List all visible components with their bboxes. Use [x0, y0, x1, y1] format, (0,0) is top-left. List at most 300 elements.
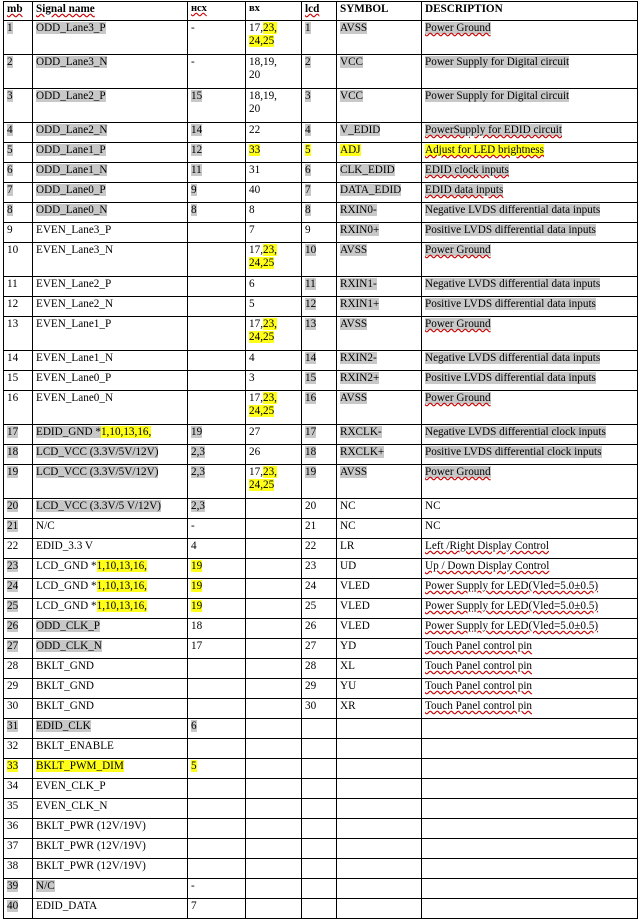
cell-symbol — [337, 425, 422, 445]
cell-text: Touch Panel control pin — [425, 680, 533, 692]
cell-text: 4 — [249, 352, 255, 364]
cell-bx — [246, 465, 302, 499]
cell-description — [422, 819, 638, 839]
cell-mb — [4, 819, 33, 839]
cell-mb — [4, 719, 33, 739]
cell-text: Positive LVDS differential data inputs — [425, 372, 596, 384]
table-row — [4, 679, 638, 699]
cell-text: 23 — [7, 560, 19, 572]
cell-lcd — [302, 277, 337, 297]
cell-text: EVEN_CLK_P — [36, 780, 106, 792]
cell-text: 29 — [7, 680, 19, 692]
cell-text: Negative LVDS differential data inputs — [425, 204, 601, 216]
cell-bx — [246, 719, 302, 739]
cell-description — [422, 143, 638, 163]
cell-hcx — [188, 425, 246, 445]
cell-symbol — [337, 371, 422, 391]
cell-text: EDID_CLK — [36, 720, 91, 732]
cell-text: 15 — [305, 372, 317, 384]
cell-text: Positive LVDS differential data inputs — [425, 298, 596, 310]
cell-description — [422, 799, 638, 819]
cell-text: EVEN_CLK_N — [36, 800, 108, 812]
cell-text: EVEN_Lane3_P — [36, 224, 112, 236]
cell-bx — [246, 659, 302, 679]
cell-signal-name — [33, 759, 188, 779]
pinout-table — [3, 1, 638, 919]
table-row — [4, 819, 638, 839]
table-body — [4, 21, 638, 919]
cell-text: 7 — [7, 184, 13, 196]
cell-text: - — [191, 520, 195, 532]
cell-text: Negative LVDS differential data inputs — [425, 278, 601, 290]
cell-mb — [4, 799, 33, 819]
cell-text: 8 — [249, 204, 255, 216]
cell-lcd — [302, 203, 337, 223]
cell-text: EVEN_Lane2_P — [36, 278, 112, 290]
cell-description — [422, 277, 638, 297]
cell-text: 37 — [7, 840, 19, 852]
cell-text: BKLT_PWM_DIM — [36, 760, 124, 772]
cell-text: 40 — [7, 900, 19, 912]
cell-hcx — [188, 519, 246, 539]
cell-text: 18 — [7, 446, 19, 458]
cell-mb — [4, 203, 33, 223]
cell-symbol — [337, 559, 422, 579]
cell-text: ADJ — [340, 144, 361, 156]
cell-text: N/C — [36, 520, 55, 532]
cell-lcd — [302, 659, 337, 679]
cell-text: 23, — [262, 466, 277, 478]
cell-signal-name — [33, 351, 188, 371]
cell-text: Left /Right Display Control — [425, 540, 549, 552]
cell-text: 8 — [305, 204, 311, 216]
table-row — [4, 465, 638, 499]
cell-mb — [4, 779, 33, 799]
cell-description — [422, 371, 638, 391]
cell-text: 26 — [249, 446, 261, 458]
cell-mb — [4, 879, 33, 899]
cell-signal-name — [33, 445, 188, 465]
cell-text: 24,25 — [249, 404, 275, 417]
cell-hcx — [188, 277, 246, 297]
cell-bx — [246, 277, 302, 297]
cell-description — [422, 559, 638, 579]
cell-text: 17, — [249, 392, 263, 404]
cell-hcx — [188, 123, 246, 143]
table-row — [4, 317, 638, 351]
cell-text: ODD_CLK_N — [36, 640, 102, 652]
cell-signal-name — [33, 639, 188, 659]
table-row — [4, 183, 638, 203]
cell-text: 11 — [305, 278, 316, 290]
cell-bx — [246, 297, 302, 317]
cell-description — [422, 539, 638, 559]
cell-text: 8 — [191, 204, 197, 216]
cell-text: EVEN_Lane0_N — [36, 392, 114, 404]
header-hcx: нсх — [188, 2, 246, 21]
cell-hcx — [188, 499, 246, 519]
cell-symbol — [337, 445, 422, 465]
cell-text: 20 — [7, 500, 19, 512]
cell-text: 23, — [262, 244, 277, 256]
cell-text: BKLT_GND — [36, 680, 95, 692]
cell-mb — [4, 223, 33, 243]
cell-signal-name — [33, 679, 188, 699]
cell-text: Touch Panel control pin — [425, 640, 533, 652]
cell-text: ODD_Lane2_N — [36, 124, 108, 136]
table-row — [4, 559, 638, 579]
cell-text: 7 — [191, 900, 197, 912]
cell-text: 11 — [191, 164, 202, 176]
cell-signal-name — [33, 559, 188, 579]
cell-text: 16 — [305, 392, 317, 404]
cell-text: LCD_GND * — [36, 560, 97, 572]
cell-lcd — [302, 143, 337, 163]
cell-signal-name — [33, 143, 188, 163]
cell-text: 38 — [7, 860, 19, 872]
cell-text: 5 — [305, 144, 311, 156]
cell-text: EVEN_Lane1_P — [36, 318, 112, 330]
cell-text: 12 — [305, 298, 317, 310]
cell-mb — [4, 243, 33, 277]
cell-hcx — [188, 579, 246, 599]
cell-text: 5 — [7, 144, 13, 156]
cell-description — [422, 839, 638, 859]
cell-text: 7 — [249, 224, 255, 236]
cell-symbol — [337, 839, 422, 859]
cell-text: 9 — [305, 224, 311, 236]
cell-text: Positive LVDS differential data inputs — [425, 224, 596, 236]
cell-text: 9 — [7, 224, 13, 236]
cell-text: 17, — [249, 244, 263, 256]
cell-symbol — [337, 277, 422, 297]
cell-text: 22 — [249, 124, 261, 136]
cell-bx — [246, 445, 302, 465]
table-row — [4, 55, 638, 89]
cell-lcd — [302, 699, 337, 719]
cell-hcx — [188, 719, 246, 739]
table-row — [4, 143, 638, 163]
cell-text: 28 — [305, 660, 317, 672]
cell-symbol — [337, 739, 422, 759]
cell-lcd — [302, 539, 337, 559]
cell-text: Touch Panel control pin — [425, 700, 533, 712]
cell-text: LCD_VCC (3.3V/5V/12V) — [36, 466, 159, 478]
table-row — [4, 425, 638, 445]
cell-text: BKLT_GND — [36, 660, 95, 672]
cell-text: 10 — [7, 244, 19, 256]
cell-mb — [4, 183, 33, 203]
cell-lcd — [302, 879, 337, 899]
cell-bx — [246, 799, 302, 819]
cell-description — [422, 297, 638, 317]
cell-symbol — [337, 183, 422, 203]
cell-text: ODD_Lane2_P — [36, 90, 106, 102]
cell-signal-name — [33, 519, 188, 539]
cell-hcx — [188, 659, 246, 679]
cell-text: 6 — [305, 164, 311, 176]
cell-symbol — [337, 163, 422, 183]
cell-text: PowerSupply for EDID circuit — [425, 124, 563, 136]
table-row — [4, 499, 638, 519]
cell-text: 25 — [305, 600, 317, 612]
cell-text: 19 — [7, 466, 19, 478]
cell-text: RXIN0+ — [340, 224, 380, 236]
cell-lcd — [302, 819, 337, 839]
cell-mb — [4, 539, 33, 559]
cell-hcx — [188, 539, 246, 559]
cell-text: 12 — [191, 144, 203, 156]
cell-text: 24,25 — [249, 478, 275, 491]
cell-text: 33 — [7, 760, 19, 772]
cell-text: 1,10,13,16, — [96, 580, 147, 592]
table-row — [4, 243, 638, 277]
cell-symbol — [337, 143, 422, 163]
cell-text: 1,10,13,16, — [96, 600, 147, 612]
cell-mb — [4, 499, 33, 519]
cell-bx — [246, 21, 302, 55]
cell-bx — [246, 371, 302, 391]
cell-text: LCD_VCC (3.3V/5V/12V) — [36, 446, 159, 458]
cell-symbol — [337, 123, 422, 143]
cell-description — [422, 759, 638, 779]
cell-hcx — [188, 89, 246, 123]
cell-signal-name — [33, 277, 188, 297]
cell-text: 19 — [305, 466, 317, 478]
cell-signal-name — [33, 799, 188, 819]
cell-lcd — [302, 183, 337, 203]
cell-lcd — [302, 425, 337, 445]
cell-bx — [246, 425, 302, 445]
cell-text: Power Supply for LED(Vled=5.0±0.5) — [425, 580, 599, 592]
cell-text: 17, — [249, 466, 263, 478]
table-row — [4, 779, 638, 799]
cell-text: BKLT_PWR (12V/19V) — [36, 840, 146, 852]
cell-symbol — [337, 619, 422, 639]
cell-description — [422, 579, 638, 599]
cell-bx — [246, 539, 302, 559]
cell-description — [422, 699, 638, 719]
table-row — [4, 859, 638, 879]
cell-text: 19 — [191, 560, 203, 572]
cell-description — [422, 89, 638, 123]
cell-mb — [4, 739, 33, 759]
cell-mb — [4, 599, 33, 619]
cell-description — [422, 619, 638, 639]
cell-lcd — [302, 371, 337, 391]
cell-text: Power Ground — [425, 466, 491, 478]
cell-signal-name — [33, 123, 188, 143]
cell-signal-name — [33, 539, 188, 559]
cell-description — [422, 223, 638, 243]
cell-bx — [246, 317, 302, 351]
cell-signal-name — [33, 183, 188, 203]
cell-mb — [4, 465, 33, 499]
cell-text: 24 — [7, 580, 19, 592]
cell-text: EDID_GND * — [36, 426, 101, 438]
cell-signal-name — [33, 89, 188, 123]
cell-symbol — [337, 799, 422, 819]
cell-text: RXIN2+ — [340, 372, 380, 384]
cell-text: XL — [340, 660, 355, 672]
cell-mb — [4, 679, 33, 699]
table-row — [4, 123, 638, 143]
cell-hcx — [188, 779, 246, 799]
cell-signal-name — [33, 879, 188, 899]
cell-text: 32 — [7, 740, 19, 752]
cell-text: 20 — [305, 500, 317, 512]
cell-text: 18 — [305, 446, 317, 458]
cell-hcx — [188, 183, 246, 203]
cell-lcd — [302, 639, 337, 659]
cell-text: 24,25 — [249, 330, 275, 343]
cell-lcd — [302, 243, 337, 277]
cell-text: V_EDID — [340, 124, 381, 136]
cell-text: 20 — [249, 102, 261, 115]
table-row — [4, 879, 638, 899]
cell-mb — [4, 579, 33, 599]
cell-lcd — [302, 779, 337, 799]
table-row — [4, 391, 638, 425]
cell-text: 36 — [7, 820, 19, 832]
cell-description — [422, 55, 638, 89]
cell-text: ODD_CLK_P — [36, 620, 101, 632]
cell-bx — [246, 123, 302, 143]
cell-text: 27 — [249, 426, 261, 438]
cell-text: VCC — [340, 90, 364, 102]
cell-mb — [4, 391, 33, 425]
cell-symbol — [337, 297, 422, 317]
cell-text: RXIN1+ — [340, 298, 380, 310]
header-mb: mb — [4, 2, 33, 21]
cell-lcd — [302, 859, 337, 879]
cell-text: AVSS — [340, 392, 368, 404]
cell-text: Power Supply for Digital circuit — [425, 56, 570, 68]
cell-text: - — [191, 22, 195, 34]
cell-mb — [4, 559, 33, 579]
cell-text: Negative LVDS differential data inputs — [425, 352, 601, 364]
cell-symbol — [337, 699, 422, 719]
cell-description — [422, 123, 638, 143]
cell-text: 13 — [7, 318, 19, 330]
cell-description — [422, 859, 638, 879]
cell-description — [422, 445, 638, 465]
table-row — [4, 89, 638, 123]
cell-lcd — [302, 391, 337, 425]
cell-bx — [246, 243, 302, 277]
cell-text: Power Ground — [425, 392, 491, 404]
table-row — [4, 599, 638, 619]
cell-lcd — [302, 55, 337, 89]
cell-text: AVSS — [340, 466, 368, 478]
cell-text: 4 — [305, 124, 311, 136]
cell-text: Up / Down Display Control — [425, 560, 550, 572]
cell-text: EDID_DATA — [36, 900, 98, 912]
cell-text: Touch Panel control pin — [425, 660, 533, 672]
cell-text: 27 — [7, 640, 19, 652]
cell-mb — [4, 277, 33, 297]
cell-text: LCD_GND * — [36, 600, 97, 612]
cell-text: 8 — [7, 204, 13, 216]
cell-text: AVSS — [340, 244, 368, 256]
cell-text: 25 — [7, 600, 19, 612]
cell-description — [422, 599, 638, 619]
cell-text: 5 — [249, 298, 255, 310]
cell-text: 11 — [7, 278, 18, 290]
cell-text: Power Ground — [425, 318, 491, 330]
cell-text: Power Supply for Digital circuit — [425, 90, 570, 102]
cell-mb — [4, 89, 33, 123]
cell-hcx — [188, 819, 246, 839]
cell-hcx — [188, 317, 246, 351]
cell-text: 21 — [305, 520, 317, 532]
cell-hcx — [188, 445, 246, 465]
cell-text: NC — [340, 520, 356, 532]
cell-mb — [4, 519, 33, 539]
cell-symbol — [337, 21, 422, 55]
table-row — [4, 519, 638, 539]
header-symbol: SYMBOL — [337, 2, 422, 21]
cell-symbol — [337, 465, 422, 499]
cell-symbol — [337, 203, 422, 223]
cell-text: EVEN_Lane0_P — [36, 372, 112, 384]
cell-text: 4 — [7, 124, 13, 136]
cell-mb — [4, 859, 33, 879]
cell-text: ODD_Lane3_N — [36, 56, 108, 68]
cell-bx — [246, 879, 302, 899]
cell-text: VLED — [340, 620, 370, 632]
cell-text: DATA_EDID — [340, 184, 402, 196]
cell-text: 26 — [7, 620, 19, 632]
cell-text: 1 — [305, 22, 311, 34]
cell-description — [422, 499, 638, 519]
cell-text: 15 — [7, 372, 19, 384]
cell-text: 31 — [7, 720, 19, 732]
cell-text: 2,3 — [191, 446, 205, 458]
cell-symbol — [337, 719, 422, 739]
cell-mb — [4, 759, 33, 779]
cell-text: EDID data inputs — [425, 184, 504, 196]
cell-bx — [246, 819, 302, 839]
cell-text: VLED — [340, 600, 370, 612]
table-row — [4, 277, 638, 297]
cell-bx — [246, 759, 302, 779]
cell-text: LCD_GND * — [36, 580, 97, 592]
cell-text: 35 — [7, 800, 19, 812]
cell-lcd — [302, 759, 337, 779]
cell-symbol — [337, 679, 422, 699]
cell-mb — [4, 123, 33, 143]
cell-mb — [4, 425, 33, 445]
cell-lcd — [302, 519, 337, 539]
cell-text: 23, — [262, 392, 277, 404]
cell-hcx — [188, 599, 246, 619]
cell-description — [422, 679, 638, 699]
cell-description — [422, 659, 638, 679]
cell-signal-name — [33, 55, 188, 89]
cell-hcx — [188, 859, 246, 879]
cell-signal-name — [33, 317, 188, 351]
cell-text: 19 — [191, 426, 203, 438]
cell-signal-name — [33, 739, 188, 759]
cell-mb — [4, 659, 33, 679]
cell-bx — [246, 579, 302, 599]
cell-lcd — [302, 719, 337, 739]
cell-lcd — [302, 799, 337, 819]
cell-signal-name — [33, 243, 188, 277]
cell-lcd — [302, 839, 337, 859]
cell-text: Power Ground — [425, 22, 491, 34]
